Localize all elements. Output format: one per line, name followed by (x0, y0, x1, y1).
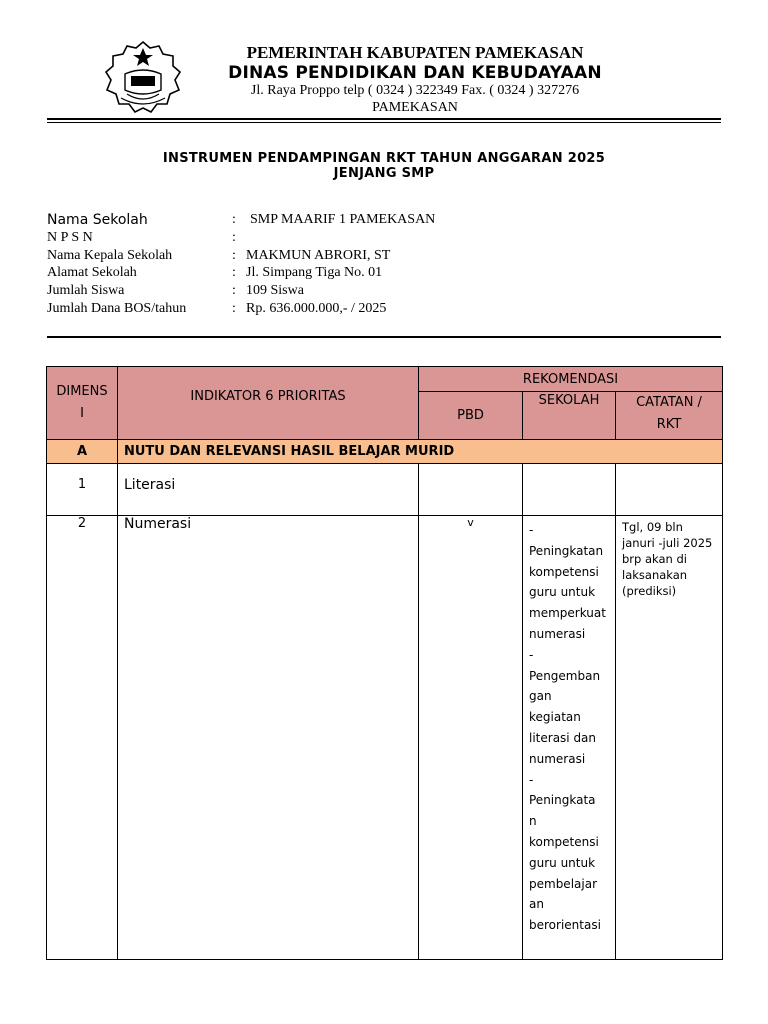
document-title: INSTRUMEN PENDAMPINGAN RKT TAHUN ANGGARAN 2025 (162, 151, 606, 166)
document-subtitle: JENJANG SMP (333, 166, 435, 181)
regency-crest-icon (103, 38, 183, 118)
section-divider (47, 336, 721, 338)
letterhead-department-name: DINAS PENDIDIKAN DAN KEBUDAYAAN (228, 63, 602, 83)
row-indikator: Literasi (118, 464, 419, 516)
header-rekomendasi: REKOMENDASI (419, 367, 723, 392)
info-colon: : (232, 301, 236, 316)
info-label: Nama Kepala Sekolah (47, 248, 173, 263)
info-value: SMP MAARIF 1 PAMEKASAN (250, 212, 436, 227)
letterhead-rule-thin (47, 122, 721, 123)
letterhead-city: PAMEKASAN (372, 100, 458, 115)
section-title: NUTU DAN RELEVANSI HASIL BELAJAR MURID (118, 440, 723, 464)
recommendation-table (46, 366, 723, 960)
info-value: MAKMUN ABRORI, ST (246, 248, 391, 263)
header-dimensi: DIMENS I (47, 367, 118, 440)
info-colon: : (232, 212, 236, 227)
info-colon: : (232, 230, 236, 245)
info-colon: : (232, 283, 236, 298)
info-label: Jumlah Siswa (47, 283, 125, 298)
table-header-row (47, 367, 723, 392)
header-catatan: CATATAN / RKT (616, 392, 723, 440)
table-row (47, 516, 723, 960)
info-label: Alamat Sekolah (47, 265, 137, 280)
row-pbd (419, 464, 523, 516)
info-colon: : (232, 248, 236, 263)
info-value: Rp. 636.000.000,- / 2025 (246, 301, 387, 316)
row-sekolah: - Peningkatan kompetensi guru untuk memperkuat numerasi - Pengemban gan kegiatan literasi dan numerasi - Peningkata n kompetensi guru untuk pembelajar an berorientasi (523, 516, 616, 960)
info-value: Jl. Simpang Tiga No. 01 (246, 265, 383, 280)
letterhead-address: Jl. Raya Proppo telp ( 0324 ) 322349 Fax. ( 0324 ) 327276 (250, 83, 580, 98)
header-sekolah: SEKOLAH (523, 392, 616, 440)
row-catatan (616, 464, 723, 516)
row-sekolah (523, 464, 616, 516)
info-colon: : (232, 265, 236, 280)
info-label: N P S N (47, 230, 93, 245)
info-label: Nama Sekolah (47, 212, 148, 228)
section-code: A (47, 440, 118, 464)
row-number: 1 (47, 464, 118, 516)
letterhead-government-name: PEMERINTAH KABUPATEN PAMEKASAN (246, 43, 584, 62)
row-pbd: v (419, 516, 523, 960)
section-row (47, 440, 723, 464)
table-row (47, 464, 723, 516)
header-pbd: PBD (419, 392, 523, 440)
row-indikator: Numerasi (118, 516, 419, 960)
info-value: 109 Siswa (246, 283, 304, 298)
info-label: Jumlah Dana BOS/tahun (47, 301, 187, 316)
header-indikator: INDIKATOR 6 PRIORITAS (118, 367, 419, 440)
row-catatan: Tgl, 09 bln januri -juli 2025 brp akan di laksanakan (prediksi) (616, 516, 723, 960)
row-number: 2 (47, 516, 118, 960)
letterhead-rule-thick (47, 118, 721, 120)
